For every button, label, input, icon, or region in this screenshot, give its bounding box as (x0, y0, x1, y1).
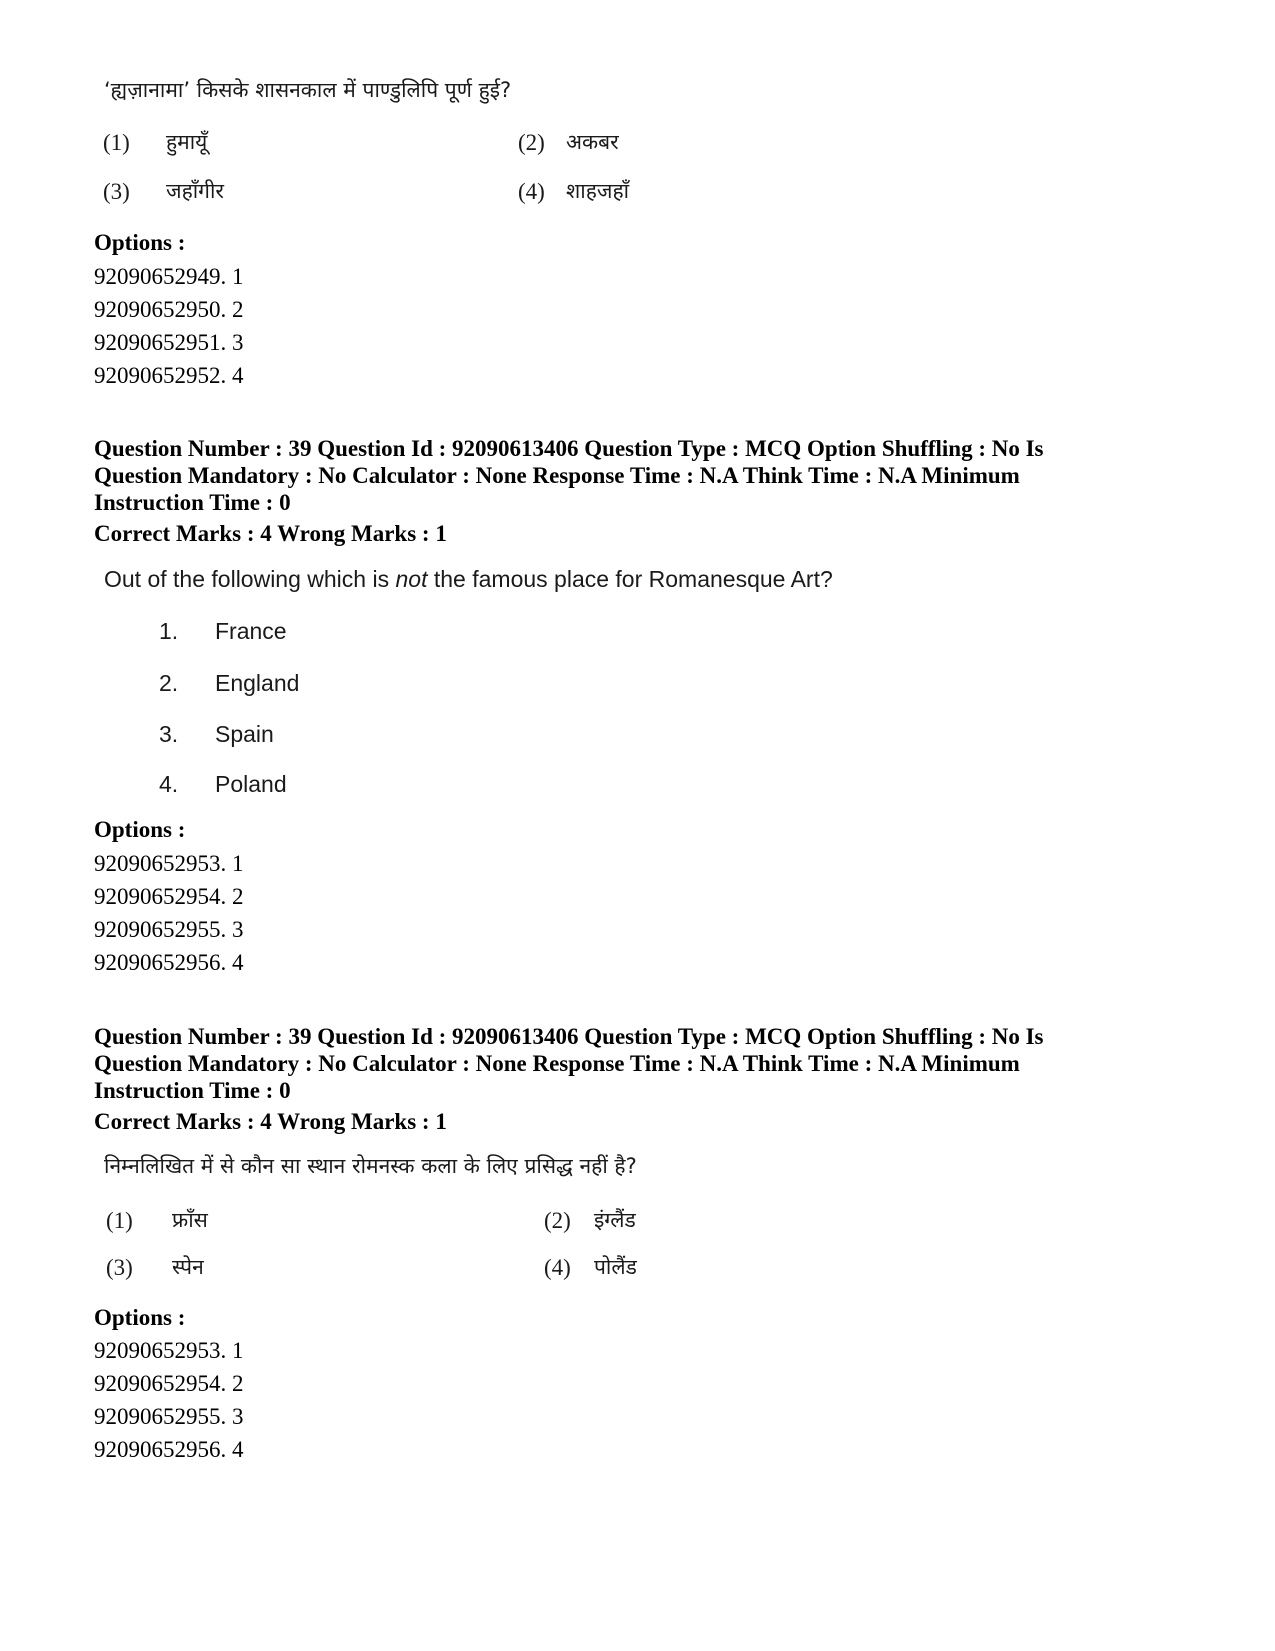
choice-text: फ्राँस (172, 1208, 208, 1232)
option-item: 92090652956. 4 (94, 1437, 244, 1462)
question-meta-line: Instruction Time : 0 (94, 490, 291, 515)
options-list (94, 260, 244, 392)
choice-number: (3) (103, 179, 130, 204)
choice-number: 2. (159, 670, 179, 696)
choice-number: 1. (159, 618, 179, 644)
option-item: 92090652955. 3 (94, 1404, 244, 1429)
choice-text: शाहजहाँ (566, 179, 630, 203)
marks-info: Correct Marks : 4 Wrong Marks : 1 (94, 1109, 447, 1134)
option-item: 92090652955. 3 (94, 917, 244, 942)
options-label: Options : (94, 1305, 186, 1330)
question-text-hindi: ‘ह्यज़ानामा’ किसके शासनकाल में पाण्डुलिपि पूर्ण हुई? (104, 78, 512, 102)
option-item: 92090652953. 1 (94, 1338, 244, 1363)
question-text-emphasis: not (395, 566, 428, 592)
choice-text: पोलैंड (594, 1255, 637, 1279)
choice-number: (1) (103, 130, 130, 155)
question-meta-line: Question Number : 39 Question Id : 92090613406 Question Type : MCQ Option Shuffling : No Is (94, 436, 1044, 461)
choice-text: हुमायूँ (166, 130, 208, 154)
question-text-part: Out of the following which is (104, 566, 396, 592)
question-meta-line: Question Mandatory : No Calculator : None Response Time : N.A Think Time : N.A Minimum (94, 1051, 1020, 1076)
choice-text: इंग्लैंड (594, 1208, 636, 1232)
choice-number: (2) (518, 130, 545, 155)
choice-number: (1) (106, 1208, 133, 1233)
options-label: Options : (94, 230, 186, 255)
marks-info: Correct Marks : 4 Wrong Marks : 1 (94, 521, 447, 546)
choice-number: 3. (159, 721, 179, 747)
question-meta-line: Question Mandatory : No Calculator : None Response Time : N.A Think Time : N.A Minimum (94, 463, 1020, 488)
choice-text: अकबर (566, 130, 619, 154)
options-list (94, 1334, 244, 1466)
question-meta (94, 1023, 1154, 1104)
options-label: Options : (94, 817, 186, 842)
choice-text: Poland (215, 771, 287, 797)
question-meta-line: Instruction Time : 0 (94, 1078, 291, 1103)
option-item: 92090652949. 1 (94, 264, 244, 289)
option-item: 92090652950. 2 (94, 297, 244, 322)
choice-text: जहाँगीर (166, 179, 225, 203)
choice-text: England (215, 670, 300, 696)
question-meta-line: Question Number : 39 Question Id : 92090613406 Question Type : MCQ Option Shuffling : No Is (94, 1024, 1044, 1049)
option-item: 92090652954. 2 (94, 1371, 244, 1396)
option-item: 92090652956. 4 (94, 950, 244, 975)
option-item: 92090652953. 1 (94, 851, 244, 876)
option-item: 92090652954. 2 (94, 884, 244, 909)
options-list (94, 847, 244, 979)
choice-text: स्पेन (172, 1255, 204, 1279)
question-text-part: the famous place for Romanesque Art? (427, 566, 833, 592)
question-text-hindi: निम्नलिखित में से कौन सा स्थान रोमनस्क कला के लिए प्रसिद्ध नहीं है? (104, 1154, 637, 1178)
choice-number: (4) (544, 1255, 571, 1280)
choice-text: Spain (215, 721, 274, 747)
choice-number: (3) (106, 1255, 133, 1280)
option-item: 92090652951. 3 (94, 330, 244, 355)
choice-number: (2) (544, 1208, 571, 1233)
option-item: 92090652952. 4 (94, 363, 244, 388)
choice-number: (4) (518, 179, 545, 204)
question-meta (94, 435, 1154, 516)
choice-text: France (215, 618, 287, 644)
question-text-english (104, 566, 833, 593)
choice-number: 4. (159, 771, 179, 797)
